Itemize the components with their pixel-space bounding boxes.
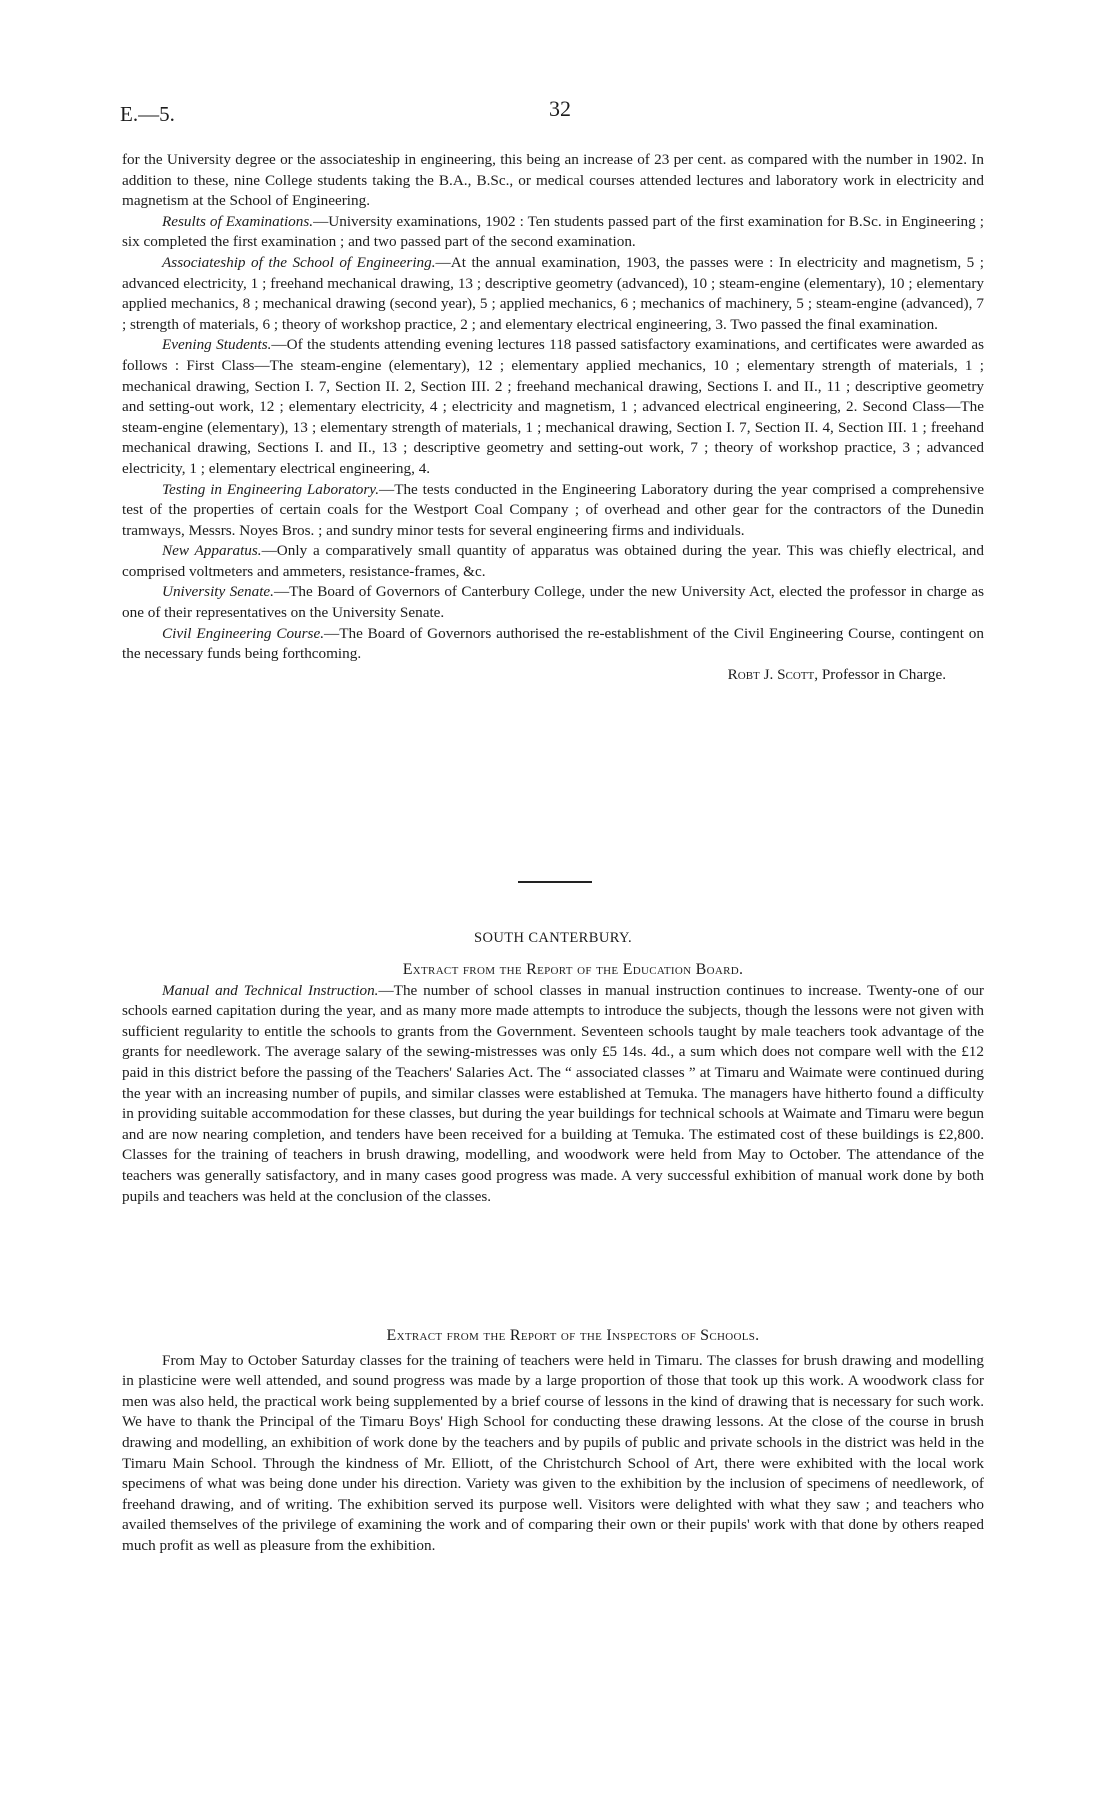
paragraph-civil-engineering bbox=[122, 624, 984, 665]
document-reference: E.—5. bbox=[120, 102, 175, 126]
paragraph-text: —The Board of Governors of Canterbury College, under the new University Act, elected the professor in charge as one of their representatives on the University Senate. bbox=[122, 583, 984, 622]
paragraph-text: —The tests conducted in the Engineering Laboratory during the year comprised a comprehensive test of the properties of certain coals for the Westport Coal Company ; of overhead and other gear for the contractors of the Dunedin tramways, Messrs. Noyes Bros. ; and sundry minor tests for several engineering firms and individuals. bbox=[122, 480, 984, 539]
education-board-subtitle: Extract from the Report of the Education Board. bbox=[402, 961, 744, 978]
paragraph-heading: Civil Engineering Course. bbox=[162, 624, 325, 642]
paragraph-heading: Testing in Engineering Laboratory. bbox=[162, 480, 379, 498]
paragraph-text: —Of the students attending evening lectures 118 passed satisfactory examinations, and certificates were awarded as follows : First Class—The steam-engine (elementary), 12 ; elementary applied mechanics, 10 ; elementary strength of materials, 1 ; mechanical drawing, Section I. 7, Section II. 2, Section III. 2 ; freehand mechanical drawing, Sections I. and II., 11 ; descriptive geometry and setting-out work, 12 ; elementary electricity, 4 ; electricity and magnetism, 1 ; advanced electrical engineering, 2. Second Class—The steam-engine (elementary), 13 ; elementary strength of materials, 1 ; mechanical drawing, Section I. 7, Section II. 4, Section III. 1 ; freehand mechanical drawing, Sections I. and II., 13 ; descriptive geometry and setting-out work, 7 ; theory of workshop practice, 3 ; advanced electricity, 1 ; elementary electrical engineering, 4. bbox=[122, 336, 984, 477]
page-number: 32 bbox=[549, 96, 571, 121]
south-canterbury-section bbox=[122, 960, 984, 1207]
paragraph-associateship bbox=[122, 253, 984, 335]
paragraph-heading: Results of Examinations. bbox=[162, 212, 314, 230]
paragraph-text: —University examinations, 1902 : Ten students passed part of the first examination for B.Sc. in Engineering ; six completed the first examination ; and two passed part of the second examination. bbox=[122, 212, 984, 251]
paragraph-results-of-examinations bbox=[122, 212, 984, 253]
paragraph-university-senate bbox=[122, 582, 984, 623]
paragraph-heading: New Apparatus. bbox=[162, 542, 262, 560]
section-divider bbox=[518, 881, 592, 883]
paragraph-inspectors-report: From May to October Saturday classes for the training of teachers were held in Timaru. The classes for brush drawing and modelling in plasticine were well attended, and sound progress was made by a large proportion of those that took up this work. A woodwork class for men was also held, the practical work being supplemented by a brief course of lessons in the kind of drawing that is necessary for such work. We have to thank the Principal of the Timaru Boys' High School for conducting these drawing lessons. At the close of the course in brush drawing and modelling, an exhibition of work done by the teachers and by pupils of public and private schools in the district was held in the Timaru Main School. Through the kindness of Mr. Elliott, of the Christchurch School of Art, there were exhibited with the local work specimens of what was being done under his direction. Variety was given to the exhibition by the inclusion of specimens of needlework, of freehand drawing, and of writing. The exhibition served its purpose well. Visitors were delighted with what they saw ; and teachers who availed themselves of the privilege of examining the work and of comparing their own or their pupils' work with that done by others reaped much profit as well as pleasure from the exhibition. bbox=[122, 1351, 984, 1554]
paragraph-heading: Associateship of the School of Engineering. bbox=[162, 253, 436, 271]
signature-name: Robt J. Scott, bbox=[727, 665, 819, 683]
paragraph-evening-students bbox=[122, 335, 984, 479]
paragraph-text: —Only a comparatively small quantity of apparatus was obtained during the year. This was chiefly electrical, and comprised voltmeters and ammeters, resistance-frames, &c. bbox=[122, 542, 984, 580]
paragraph-heading: Manual and Technical Instruction. bbox=[162, 981, 379, 999]
paragraph-testing-laboratory bbox=[122, 480, 984, 542]
paragraph-text: —At the annual examination, 1903, the passes were : In electricity and magnetism, 5 ; advanced electricity, 1 ; freehand mechanical drawing, 13 ; descriptive geometry (advanced), 10 ; steam-engine (elementary), 10 ; elementary applied mechanics, 8 ; mechanical drawing (second year), 5 ; applied mechanics, 6 ; mechanics of machinery, 5 ; steam-engine (advanced), 7 ; strength of materials, 6 ; theory of workshop practice, 2 ; and elementary electrical engineering, 3. Two passed the final examination. bbox=[122, 253, 984, 333]
page-header bbox=[120, 96, 1000, 126]
engineering-report-section bbox=[122, 150, 984, 685]
paragraph-heading: University Senate. bbox=[162, 583, 274, 601]
signature-line bbox=[122, 665, 984, 686]
paragraph-manual-technical bbox=[122, 981, 984, 1208]
signature-title: Professor in Charge. bbox=[818, 665, 946, 683]
inspectors-subtitle: Extract from the Report of the Inspectors of Schools. bbox=[386, 1327, 760, 1344]
inspectors-report-section bbox=[122, 1326, 984, 1557]
paragraph-text: —The Board of Governors authorised the re-establishment of the Civil Engineering Course, contingent on the necessary funds being forthcoming. bbox=[122, 624, 984, 663]
paragraph-text: —The number of school classes in manual instruction continues to increase. Twenty-one of our schools earned capitation during the year, and as many more made attempts to introduce the subjects, though the lessons were not given with sufficient regularity to entitle the schools to grants from the Government. Seventeen schools taught by male teachers took advantage of the grants for needlework. The average salary of the sewing-mistresses was only £5 14s. 4d., a sum which does not compare well with the £12 paid in this district before the passing of the Teachers' Salaries Act. The “ associated classes ” at Timaru and Waimate were continued during the year with an increasing number of pupils, and similar classes were established at Temuka. The managers have hitherto found a difficulty in providing suitable accommodation for these classes, but during the year buildings for technical schools at Waimate and Timaru were begun and are now nearing completion, and tenders have been received for a building at Temuka. The estimated cost of these buildings is £2,800. Classes for the training of teachers in brush drawing, modelling, and woodwork were held from May to October. The attendance of the teachers was generally satisfactory, and in many cases good progress was made. A very successful exhibition of manual work done by both pupils and teachers was held at the conclusion of the classes. bbox=[122, 981, 984, 1205]
section-title: SOUTH CANTERBURY. bbox=[473, 930, 632, 946]
paragraph-continuation: for the University degree or the associateship in engineering, this being an increase of 23 per cent. as compared with the number in 1902. In addition to these, nine College students taking the B.A., B.Sc., or medical courses attended lectures and laboratory work in electricity and magnetism at the School of Engineering. bbox=[122, 151, 984, 210]
paragraph-heading: Evening Students. bbox=[162, 336, 272, 354]
paragraph-new-apparatus bbox=[122, 541, 984, 582]
